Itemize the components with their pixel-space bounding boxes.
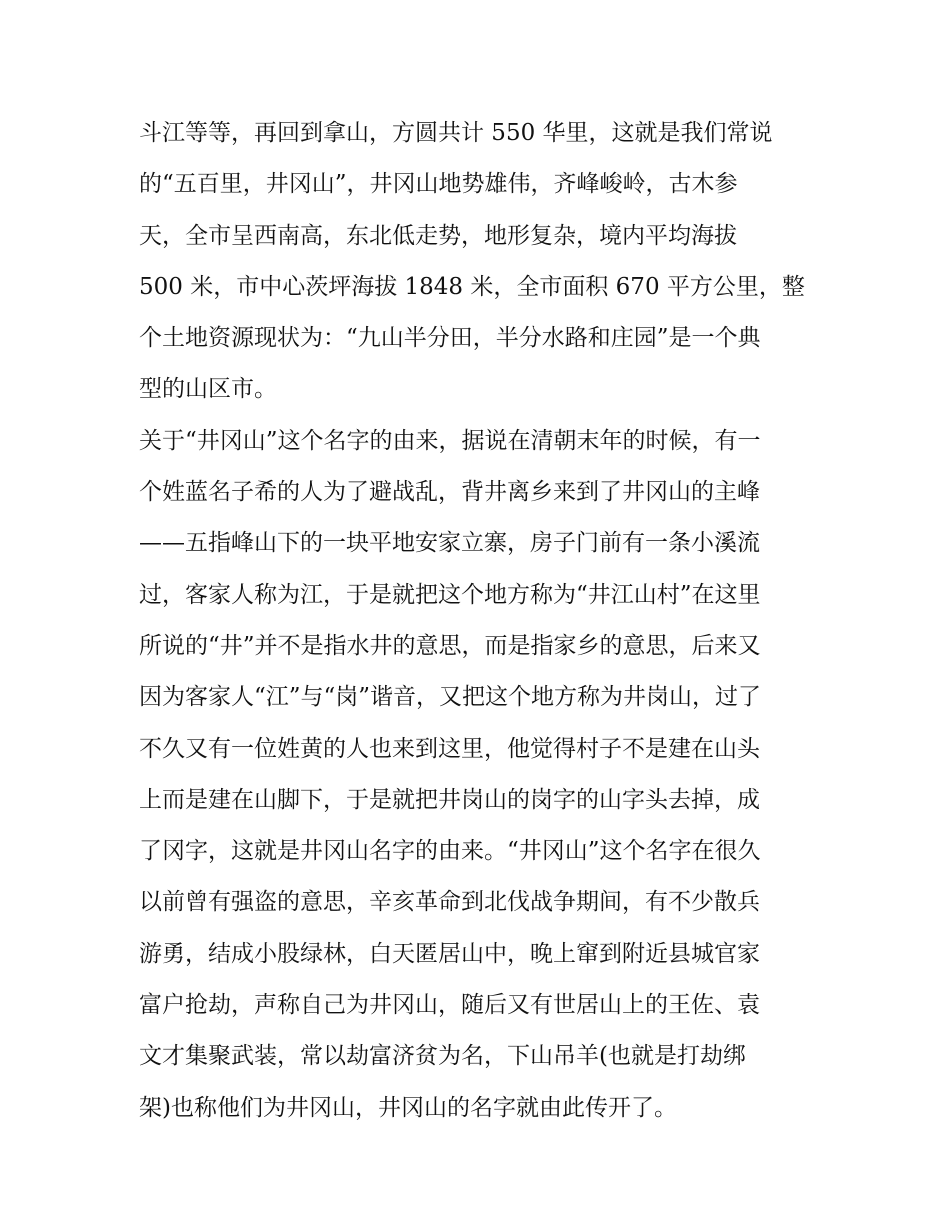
text-line: 游勇，结成小股绿林，白天匿居山中，晚上窜到附近县城官家	[139, 940, 760, 967]
text-line: 个姓蓝名子希的人为了避战乱，背井离乡来到了井冈山的主峰	[139, 479, 760, 506]
text-line: 因为客家人“江”与“岗”谐音，又把这个地方称为井岗山，过了	[139, 684, 762, 711]
text-line: 型的山区市。	[139, 376, 277, 403]
text-line: 所说的“井”并不是指水井的意思，而是指家乡的意思，后来又	[139, 632, 761, 659]
text-line: 个土地资源现状为：“九山半分田，半分水路和庄园”是一个典	[139, 325, 761, 352]
text-line: 不久又有一位姓黄的人也来到这里，他觉得村子不是建在山头	[139, 735, 760, 762]
text-line: 以前曾有强盗的意思，辛亥革命到北伐战争期间，有不少散兵	[139, 889, 760, 916]
document-body-text	[139, 108, 819, 1134]
text-line: 的“五百里，井冈山”，井冈山地势雄伟，齐峰峻岭，古木参	[139, 171, 738, 198]
text-line: 斗江等等，再回到拿山，方圆共计 550 华里，这就是我们常说	[139, 120, 773, 146]
text-line: 富户抢劫，声称自己为井冈山，随后又有世居山上的王佐、袁	[139, 992, 760, 1019]
text-line: 上而是建在山脚下，于是就把井岗山的岗字的山字头去掉，成	[139, 786, 760, 813]
text-line: 架)也称他们为井冈山，井冈山的名字就由此传开了。	[139, 1094, 677, 1121]
text-line: 关于“井冈山”这个名字的由来，据说在清朝末年的时候，有一	[139, 427, 761, 454]
text-line: 过，客家人称为江，于是就把这个地方称为“井江山村”在这里	[139, 581, 761, 608]
text-line: ——五指峰山下的一块平地安家立寨，房子门前有一条小溪流	[139, 530, 760, 557]
text-line: 天，全市呈西南高，东北低走势，地形复杂，境内平均海拔	[139, 222, 737, 249]
text-line: 了冈字，这就是井冈山名字的由来。“井冈山”这个名字在很久	[139, 838, 761, 865]
text-line: 文才集聚武装，常以劫富济贫为名，下山吊羊(也就是打劫绑	[139, 1043, 746, 1070]
text-line: 500 米，市中心茨坪海拔 1848 米，全市面积 670 平方公里，整	[139, 273, 805, 300]
